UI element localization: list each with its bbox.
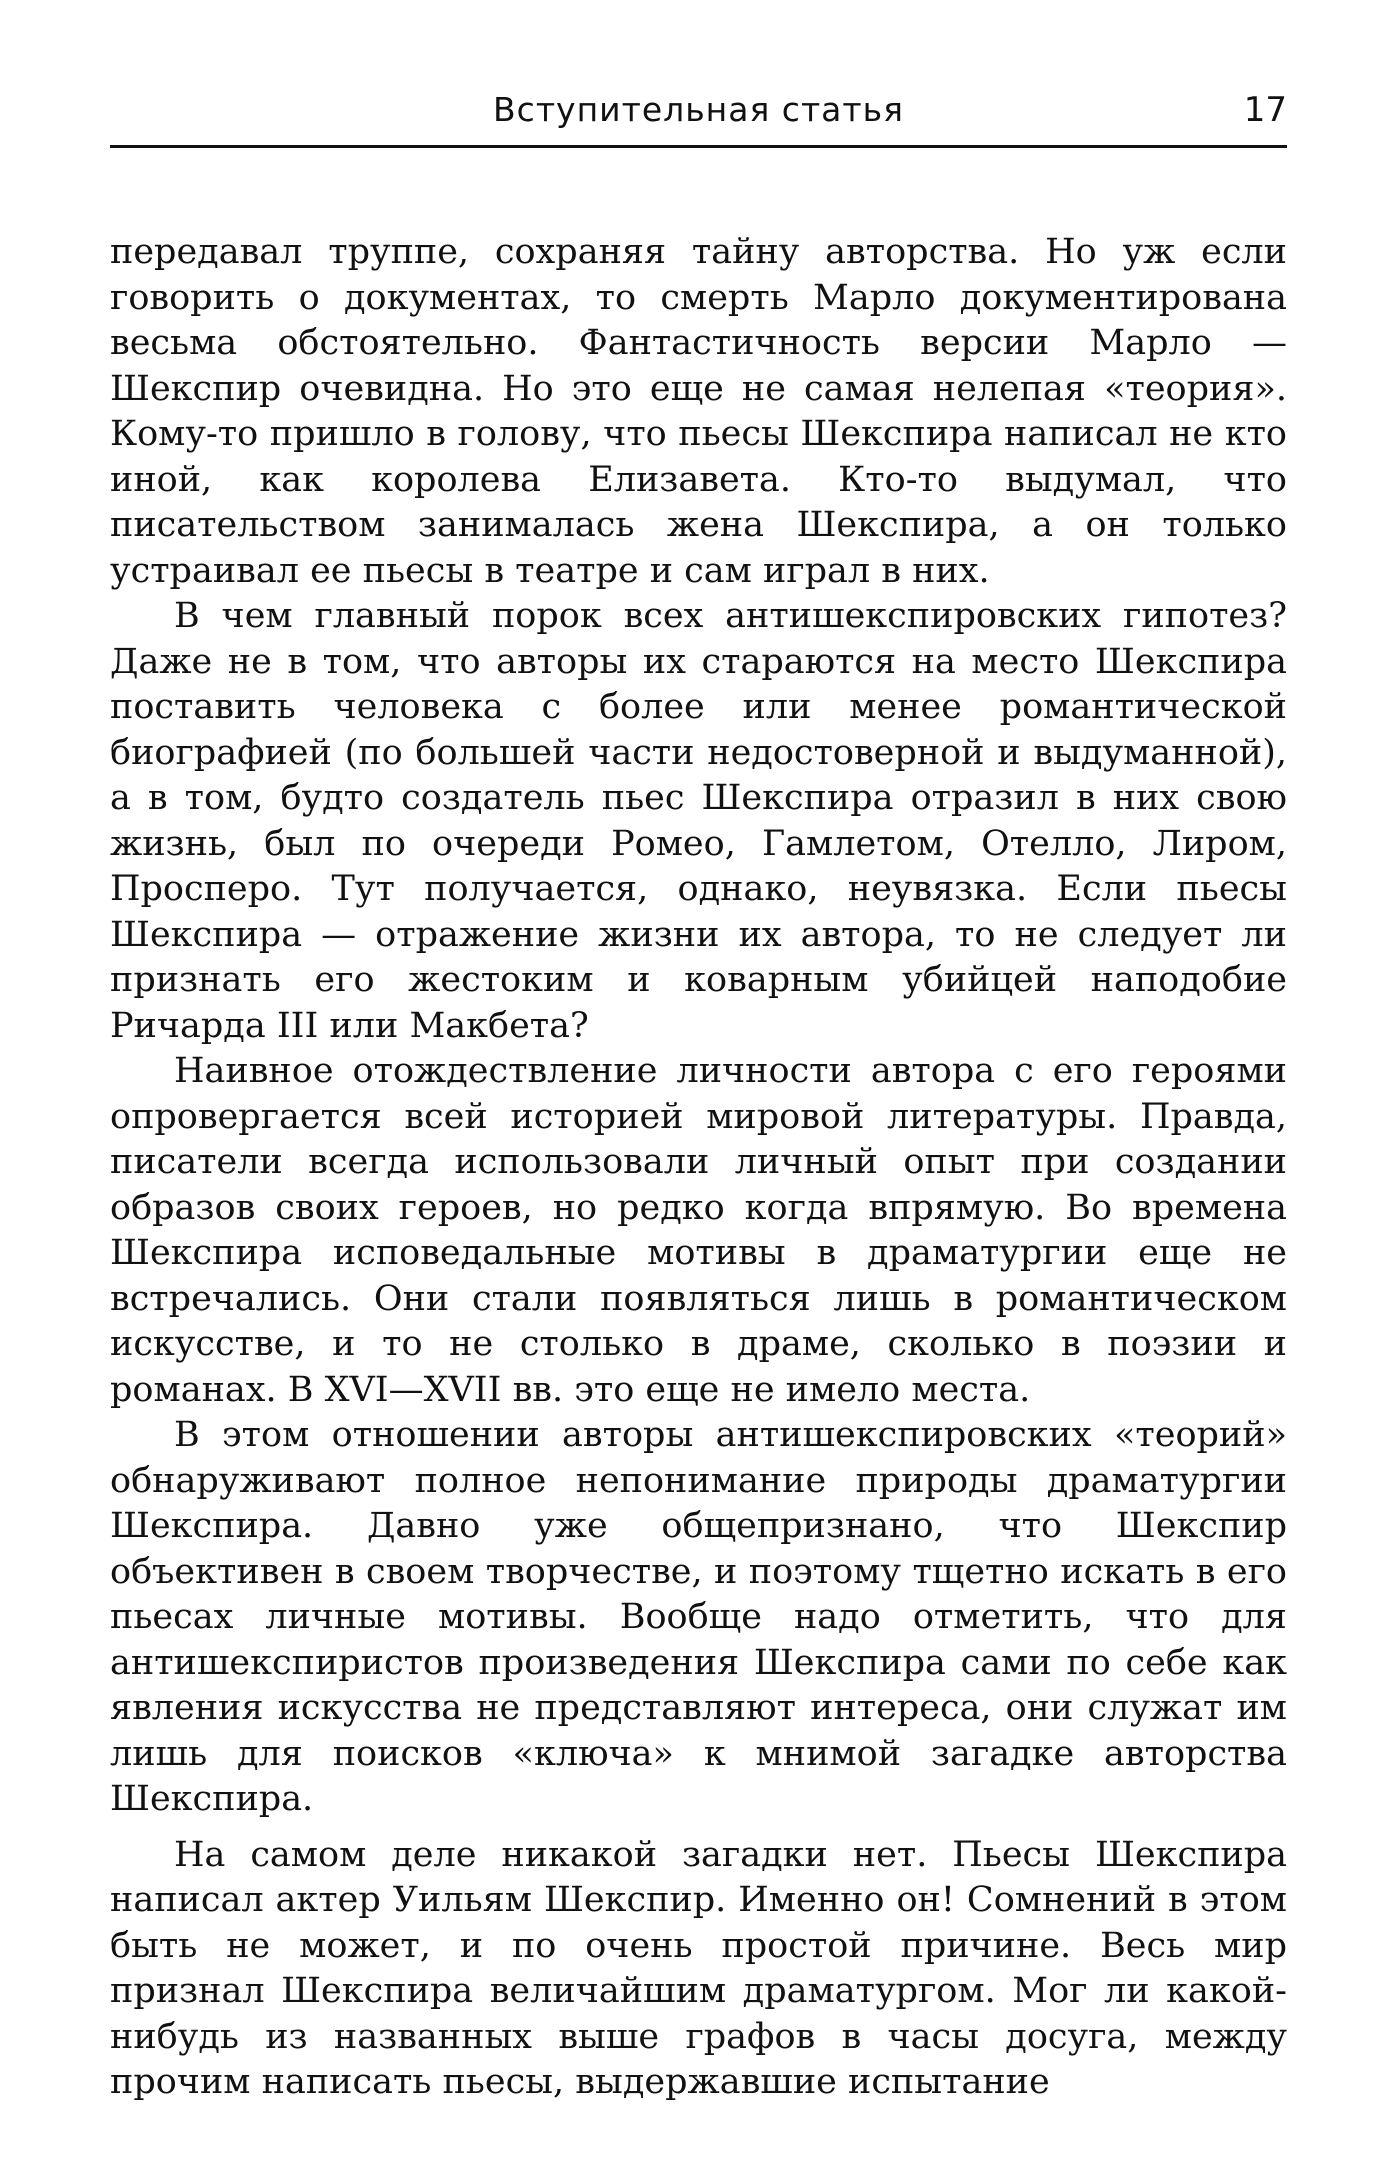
running-title: Вступительная статья — [493, 90, 904, 129]
running-header — [110, 88, 1287, 132]
paragraph-5: На самом деле никакой загадки нет. Пьесы Шекспира написал актер Уильям Шекспир. Именно он! Сомнений в этом быть не может, и по очень простой причине. Весь мир признал Шекспира величайшим драматургом. Мог ли какой-нибудь из названных выше графов в часы досуга, между прочим написать пьесы, выдержавшие испытание — [110, 1834, 1287, 2102]
body-text — [110, 230, 1287, 2106]
paragraph-4: В этом отношении авторы антишекспировских «теорий» обнаруживают полное непонимание природы драматургии Шекспира. Давно уже общепризнано, что Шекспир объективен в своем творчестве, и поэтому тщетно искать в его пьесах личные мотивы. Вообще надо отметить, что для антишекспиристов произведения Шекспира сами по себе как явления искусства не представляют интереса, они служат им лишь для поисков «ключа» к мнимой загадке авторства Шекспира. — [110, 1415, 1287, 1819]
paragraph-1: передавал труппе, сохраняя тайну авторства. Но уж если говорить о документах, то смерть Марло документирована весьма обстоятельно. Фантастичность версии Марло — Шекспир очевидна. Но это еще не самая нелепая «теория». Кому-то пришло в голову, что пьесы Шекспира написал не кто иной, как королева Елизавета. Кто-то выдумал, что писательством занималась жена Шекспира, а он только устраивал ее пьесы в театре и сам играл в них. — [110, 232, 1287, 591]
paragraph-3: Наивное отождествление личности автора с его героями опровергается всей историей мировой литературы. Правда, писатели всегда использовали личный опыт при создании образов своих героев, но редко когда впрямую. Во времена Шекспира исповедальные мотивы в драматургии еще не встречались. Они стали появляться лишь в романтическом искусстве, и то не столько в драме, сколько в поэзии и романах. В XVI—XVII вв. это еще не имело места. — [110, 1051, 1287, 1410]
page-number: 17 — [1243, 90, 1287, 130]
header-rule — [110, 145, 1287, 148]
paragraph-2: В чем главный порок всех антишекспировских гипотез? Даже не в том, что авторы их стараются на место Шекспира поставить человека с более или менее романтической биографией (по большей части недостоверной и выдуманной), а в том, будто создатель пьес Шекспира отразил в них свою жизнь, был по очереди Ромео, Гамлетом, Отелло, Лиром, Просперо. Тут получается, однако, неувязка. Если пьесы Шекспира — отражение жизни их автора, то не следует ли признать его жестоким и коварным убийцей наподобие Ричарда III или Макбета? — [110, 596, 1287, 1046]
